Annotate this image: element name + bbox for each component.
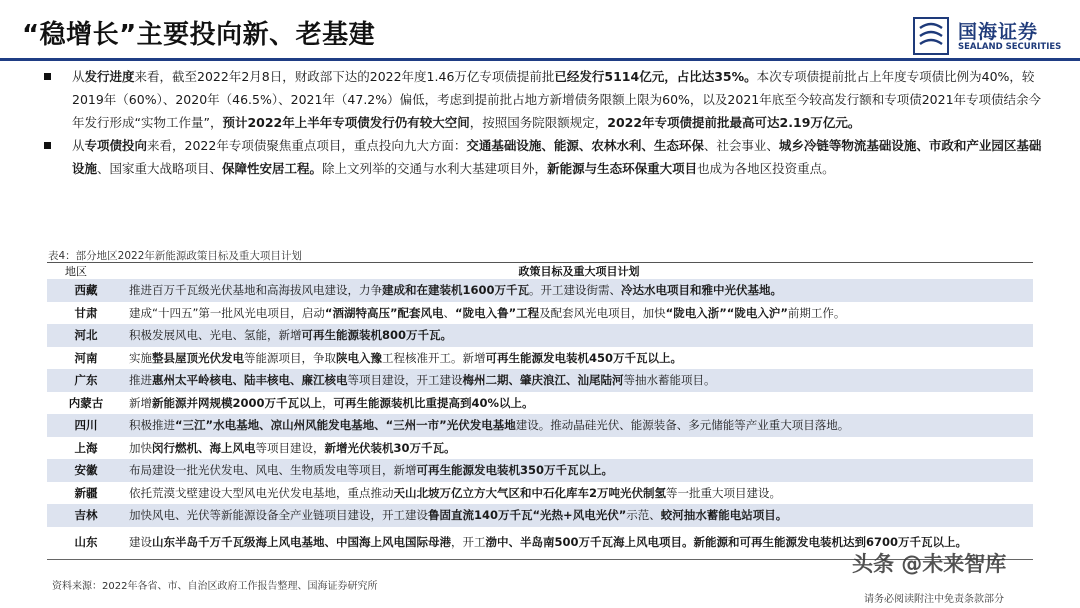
emphasis-text: 新增光伏装机30万千瓦。	[324, 440, 456, 455]
emphasis-text: “三江”水电基地、凉山州风能发电基地、“三州一市”光伏发电基地	[175, 418, 516, 433]
emphasis-text: 可再生能源发电装机450万千瓦以上。	[485, 350, 683, 365]
plan-cell	[125, 459, 1033, 482]
emphasis-text: 天山北坡万亿立方大气区和中石化库车2万吨光伏制氢	[393, 485, 666, 500]
region-cell: 安徽	[47, 459, 125, 482]
table-row	[47, 279, 1033, 302]
emphasis-text: 新能源并网规模2000万千瓦以上	[152, 395, 323, 410]
emphasis-text: 山东半岛千万千瓦级海上风电基地、中国海上风电国际母港	[152, 535, 451, 549]
table-row	[47, 459, 1033, 482]
column-header-plan: 政策目标及重大项目计划	[125, 263, 1033, 280]
square-bullet-icon	[44, 73, 51, 80]
table-row	[47, 482, 1033, 505]
plan-cell	[125, 504, 1033, 527]
region-cell: 内蒙古	[68, 395, 104, 410]
emphasis-text: 2022年专项债提前批最高可达2.19万亿元。	[607, 115, 861, 130]
policy-table	[47, 262, 1033, 560]
body-text: 前期工作。	[787, 305, 846, 320]
plan-cell	[125, 414, 1033, 437]
column-header-region: 地区	[47, 263, 125, 280]
body-text: 积极发展风电、光电、氢能，新增	[129, 328, 302, 343]
body-text: 从	[72, 138, 85, 153]
region-cell: 西藏	[47, 279, 125, 302]
emphasis-text: 可再生能源发电装机350万千瓦以上。	[416, 463, 614, 478]
table-row	[47, 302, 1033, 325]
emphasis-text: 冷达水电项目和雅中光伏基地。	[621, 283, 783, 298]
emphasis-text: 渤中、半岛南500万千瓦海上风电项目。新能源和可再生能源发电装机达到6700万千瓦以上。	[485, 535, 968, 549]
table-row	[47, 392, 1033, 415]
body-text: 、国家重大战略项目、	[97, 161, 223, 176]
body-text: 建设	[129, 535, 152, 549]
emphasis-text: 可再生能源装机比重提高到40%以上。	[333, 395, 534, 410]
source-note: 资料来源：2022年各省、市、自治区政府工作报告整理、国海证券研究所	[52, 581, 378, 592]
emphasis-text: 城乡冷链等物流基础设施、市政和产业园区基础设施	[72, 138, 1042, 176]
emphasis-text: 陕电入豫	[336, 350, 382, 365]
plan-cell	[125, 392, 1033, 415]
logo-text-en: SEALAND SECURITIES	[958, 42, 1062, 52]
plan-cell	[125, 347, 1033, 370]
body-text: 等项目建设，开工建设	[347, 373, 463, 388]
title-divider	[0, 58, 1080, 61]
emphasis-text: 闵行燃机、海上风电	[152, 440, 256, 455]
body-text: 除上文列举的交通与水利大基建项目外，	[322, 161, 548, 176]
body-text: 。开工建设街需、	[529, 283, 622, 298]
body-text: 等能源项目，争取	[244, 350, 336, 365]
table-body	[47, 279, 1033, 559]
body-text: 推进	[129, 373, 152, 388]
body-text: 等抽水蓄能项目。	[623, 373, 716, 388]
bullet-issuance-progress	[44, 65, 1044, 134]
region-cell: 甘肃	[74, 305, 98, 320]
emphasis-text: 惠州太平岭核电、陆丰核电、廉江核电	[152, 373, 348, 388]
body-text: 加快风电、光伏等新能源设备全产业链项目建设，开工建设	[129, 508, 428, 523]
plan-cell	[125, 369, 1033, 392]
table-row	[47, 414, 1033, 437]
brand-logo	[912, 16, 1072, 56]
emphasis-text: 发行进度	[84, 69, 135, 84]
table-row	[47, 369, 1033, 392]
body-text: 、	[443, 305, 456, 320]
bullet-list	[44, 65, 1044, 180]
region-cell: 广东	[47, 369, 125, 392]
body-text: ，	[322, 395, 334, 410]
body-text: ，开工	[451, 535, 486, 549]
watermark: 头条 @未来智库	[852, 552, 1007, 576]
table-row	[47, 437, 1033, 460]
emphasis-text: 可再生能源装机800万千瓦。	[301, 328, 453, 343]
plan-cell	[125, 302, 1033, 325]
region-cell: 河北	[47, 324, 125, 347]
body-text: 等一批重大项目建设。	[666, 485, 781, 500]
region-cell: 河南	[74, 350, 98, 365]
body-text: 新增	[129, 395, 152, 410]
emphasis-text: 梅州二期、肇庆浪江、汕尾陆河	[462, 373, 624, 388]
region-cell: 新疆	[74, 485, 98, 500]
body-text: 实施	[129, 350, 152, 365]
body-text: 建设。推动晶硅光伏、能源装备、多元储能等产业重大项目落地。	[515, 418, 850, 433]
emphasis-text: 专项债投向	[84, 138, 148, 153]
emphasis-text: 交通基础设施、能源、农林水利、生态环保	[466, 138, 704, 153]
body-text: 从	[72, 69, 85, 84]
bullet-text	[72, 69, 1041, 130]
bullet-investment-direction	[44, 134, 1044, 180]
body-text: 示范、	[626, 508, 661, 523]
table-caption: 表4：部分地区2022年新能源政策目标及重大项目计划	[48, 250, 302, 262]
emphasis-text: 预计2022年上半年专项债发行仍有较大空间	[222, 115, 470, 130]
emphasis-text: 鲁固直流140万千瓦“光热+风电光伏”	[428, 508, 627, 523]
body-text: 布局建设一批光伏发电、风电、生物质发电等项目，新增	[129, 463, 417, 478]
body-text: 也成为各地区投资重点。	[697, 161, 835, 176]
table-row	[47, 504, 1033, 527]
body-text: 依托荒漠戈壁建设大型风电光伏发电基地，重点推动	[129, 485, 394, 500]
region-cell: 上海	[74, 440, 98, 455]
plan-cell	[125, 324, 1033, 347]
body-text: 来看，截至2022年2月8日，财政部下达的2022年度1.46万亿专项债提前批	[134, 69, 555, 84]
table-header-row	[47, 263, 1033, 280]
body-text: ，按照国务院限额规定，	[469, 115, 608, 130]
body-text: 积极推进	[129, 418, 175, 433]
body-text: 、社会事业、	[703, 138, 779, 153]
body-text: 等项目建设，	[255, 440, 325, 455]
emphasis-text: “酒湖特高压”配套风电	[324, 305, 444, 320]
emphasis-text: “陇电入鲁”工程	[455, 305, 540, 320]
bullet-text	[72, 138, 1041, 176]
emphasis-text: 蛟河抽水蓄能电站项目。	[660, 508, 788, 523]
body-text: 来看，2022年专项债聚焦重点项目，重点投向九大方面：	[147, 138, 467, 153]
emphasis-text: 新能源与生态环保重大项目	[547, 161, 698, 176]
region-cell: 四川	[47, 414, 125, 437]
square-bullet-icon	[44, 142, 51, 149]
page-title: “稳增长”主要投向新、老基建	[22, 20, 376, 50]
body-text: 推进百万千瓦级光伏基地和高海拔风电建设，力争	[129, 283, 382, 298]
emphasis-text: 保障性安居工程。	[222, 161, 323, 176]
plan-cell	[125, 279, 1033, 302]
emphasis-text: 已经发行5114亿元，占比达35%。	[554, 69, 757, 84]
disclaimer: 请务必阅读附注中免责条款部分	[864, 594, 1004, 605]
emphasis-text: 建成和在建装机1600万千瓦	[382, 283, 530, 298]
plan-cell	[125, 482, 1033, 505]
region-cell: 吉林	[47, 504, 125, 527]
logo-text-cn: 国海证券	[958, 21, 1039, 43]
body-text: 建成“十四五”第一批风光电项目，启动	[129, 305, 325, 320]
sealand-logo-icon	[912, 16, 950, 56]
plan-cell	[125, 437, 1033, 460]
body-text: 及配套风光电项目，加快	[539, 305, 666, 320]
table-row	[47, 347, 1033, 370]
region-cell: 山东	[47, 527, 125, 560]
emphasis-text: 整县屋顶光伏发电	[152, 350, 244, 365]
body-text: 本次专项债提前批占上年度专项债比例为40%，较2019年（60%）、2020年（46.5%）、2021年（47.2%）偏低，考虑到提前批占地方新增债务限额上限为60%，以及2021年底至今较高发行额和专项债2021年专项债结余今年发行形成“实物工作量”，	[72, 69, 1042, 130]
body-text: 加快	[129, 440, 152, 455]
emphasis-text: “陇电入浙”“陇电入沪”	[665, 305, 788, 320]
table-row	[47, 324, 1033, 347]
body-text: 工程核准开工。新增	[382, 350, 486, 365]
